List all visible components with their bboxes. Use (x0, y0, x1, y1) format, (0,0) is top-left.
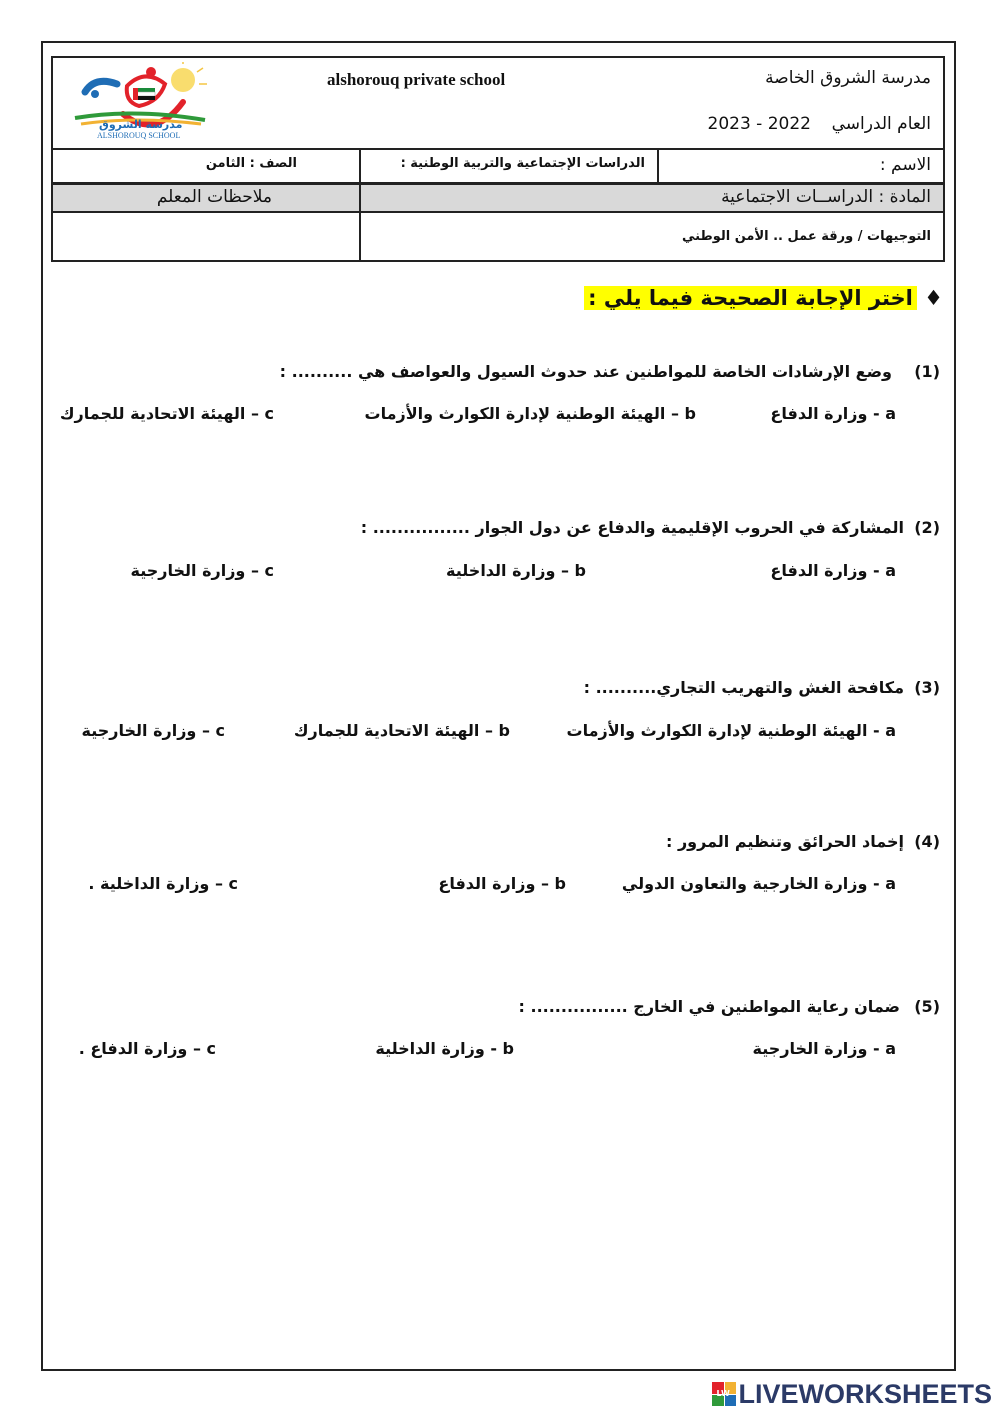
question-4-number: (4) (914, 832, 940, 851)
logo-text-en: ALSHOROUQ SCHOOL (97, 131, 181, 140)
question-1-option-c[interactable]: c – الهيئة الاتحادية للجمارك (59, 404, 274, 423)
question-5-option-b[interactable]: b - وزارة الداخلية (375, 1039, 514, 1058)
question-3-option-b[interactable]: b – الهيئة الاتحادية للجمارك (293, 721, 510, 740)
question-4-option-b[interactable]: b – وزارة الدفاع (438, 874, 566, 893)
question-2-option-b[interactable]: b – وزارة الداخلية (446, 561, 586, 580)
question-3-option-a[interactable]: a - الهيئة الوطنية لإدارة الكوارث والأزمات (566, 721, 896, 740)
school-name-ar: مدرسة الشروق الخاصة (765, 68, 931, 88)
bullet-icon: ♦ (924, 286, 943, 310)
question-3-text: مكافحة الغش والتهريب التجاري.......... : (583, 678, 904, 697)
header-table (51, 56, 945, 262)
question-1-text: وضع الإرشادات الخاصة للمواطنين عند حدوث السيول والعواصف هي .......... : (279, 362, 892, 381)
logo-text-ar: مدرسة الشروق (99, 118, 183, 131)
academic-year-label: العام الدراسي (831, 114, 931, 134)
instruction-text: اختر الإجابة الصحيحة فيما يلي : (584, 286, 917, 310)
question-2-number: (2) (914, 518, 940, 537)
subject-full-label: الدراسات الإجتماعية والتربية الوطنية : (400, 156, 645, 171)
question-2-option-c[interactable]: c – وزارة الخارجية (130, 561, 274, 580)
grade-label: الصف : الثامن (205, 156, 297, 171)
question-5-option-c[interactable]: c – وزارة الدفاع . (78, 1039, 216, 1058)
question-3-option-c[interactable]: c – وزارة الخارجية (81, 721, 225, 740)
school-logo (65, 62, 213, 142)
question-2-option-a[interactable]: a - وزارة الدفاع (770, 561, 896, 580)
question-1-option-b[interactable]: b – الهيئة الوطنية لإدارة الكوارث والأزمات (364, 404, 696, 423)
subject-label: المادة : الدراســات الاجتماعية (721, 187, 931, 207)
question-2-text: المشاركة في الحروب الإقليمية والدفاع عن دول الجوار ................ : (360, 518, 904, 537)
directions-text: التوجيهات / ورقة عمل .. الأمن الوطني (681, 229, 931, 244)
brand-name: LIVEWORKSHEETS (738, 1378, 992, 1409)
question-5-option-a[interactable]: a - وزارة الخارجية (752, 1039, 896, 1058)
question-4-option-a[interactable]: a - وزارة الخارجية والتعاون الدولي (621, 874, 896, 893)
academic-year-value: 2023 - 2022 (707, 114, 811, 134)
question-3-number: (3) (914, 678, 940, 697)
school-name-en: alshorouq private school (327, 70, 506, 89)
brand-badge-text: LW (716, 1389, 730, 1398)
question-4-option-c[interactable]: c – وزارة الداخلية . (88, 874, 238, 893)
question-4-text: إخماد الحرائق وتنظيم المرور : (665, 832, 904, 851)
question-1-option-a[interactable]: a - وزارة الدفاع (770, 404, 896, 423)
student-name-label: الاسم : (879, 155, 931, 175)
instruction (584, 278, 943, 318)
question-1-number: (1) (914, 362, 940, 381)
teacher-notes-label: ملاحظات المعلم (156, 187, 272, 207)
question-5-text: ضمان رعاية المواطنين في الخارج ................ : (518, 997, 900, 1016)
question-5-number: (5) (914, 997, 940, 1016)
liveworksheets-logo (712, 1378, 992, 1410)
